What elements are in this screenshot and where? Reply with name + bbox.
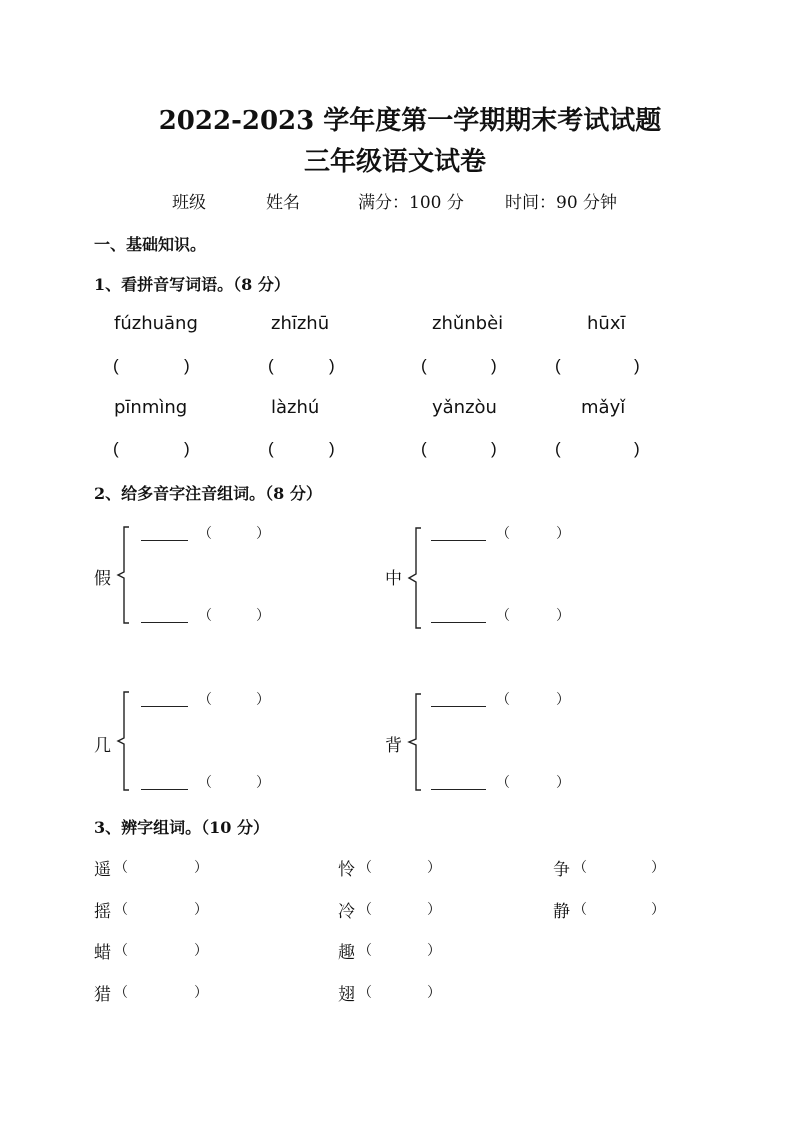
- question-3-label: 3、辨字组词。（10 分）: [94, 818, 269, 837]
- exam-subtitle: 三年级语文试卷: [303, 147, 486, 177]
- word-char: 摇: [94, 902, 111, 922]
- brace-icon: [404, 526, 424, 630]
- section-heading: 一、基础知识。: [94, 235, 207, 254]
- pinyin-item: zhǔnbèi: [432, 313, 504, 334]
- word-char: 翅: [338, 985, 355, 1005]
- paren-open: （: [114, 984, 128, 1000]
- paren-open: （: [114, 942, 128, 958]
- answer-blank: [431, 789, 486, 790]
- brace-icon: [115, 525, 135, 625]
- pinyin-paren-open: （: [198, 691, 212, 707]
- answer-paren-open: (: [268, 356, 274, 375]
- word-char: 趣: [338, 943, 355, 963]
- name-label: 姓名: [266, 193, 300, 213]
- word-char: 争: [553, 860, 570, 880]
- pinyin-paren-open: （: [198, 774, 212, 790]
- paren-open: （: [114, 859, 128, 875]
- pinyin-paren-close: ）: [256, 525, 270, 541]
- word-char: 猎: [94, 985, 111, 1005]
- polyphone-char: 几: [94, 736, 111, 756]
- paren-open: （: [358, 942, 372, 958]
- pinyin-paren-open: （: [496, 607, 510, 623]
- polyphone-char: 假: [94, 569, 111, 589]
- pinyin-paren-close: ）: [256, 607, 270, 623]
- answer-paren-open: (: [268, 439, 274, 458]
- answer-paren-open: (: [421, 439, 427, 458]
- paren-close: ）: [194, 984, 208, 1000]
- paren-close: ）: [427, 859, 441, 875]
- pinyin-item: zhīzhū: [271, 313, 330, 334]
- time-label: 时间：90 分钟: [505, 193, 618, 213]
- paren-close: ）: [651, 859, 665, 875]
- pinyin-paren-close: ）: [256, 691, 270, 707]
- word-char: 冷: [338, 902, 355, 922]
- brace-icon: [404, 692, 424, 792]
- pinyin-paren-open: （: [496, 691, 510, 707]
- pinyin-paren-close: ）: [556, 774, 570, 790]
- answer-blank: [431, 622, 486, 623]
- word-char: 怜: [338, 860, 355, 880]
- question-1-label: 1、看拼音写词语。（8 分）: [94, 275, 290, 294]
- polyphone-char: 背: [385, 736, 402, 756]
- pinyin-item: làzhú: [271, 397, 320, 418]
- pinyin-paren-open: （: [496, 774, 510, 790]
- answer-paren-close: ): [491, 356, 497, 375]
- answer-paren-close: ): [329, 356, 335, 375]
- paren-open: （: [114, 901, 128, 917]
- paren-open: （: [358, 984, 372, 1000]
- pinyin-item: pīnmìng: [114, 397, 188, 418]
- word-char: 蜡: [94, 943, 111, 963]
- answer-paren-close: ): [634, 356, 640, 375]
- exam-title: 2022-2023 学年度第一学期期末考试试题: [158, 106, 662, 136]
- answer-blank: [141, 789, 188, 790]
- paren-close: ）: [194, 942, 208, 958]
- brace-icon: [115, 690, 135, 792]
- answer-paren-close: ): [491, 439, 497, 458]
- pinyin-item: fúzhuāng: [114, 313, 198, 334]
- paren-close: ）: [427, 901, 441, 917]
- paren-open: （: [573, 901, 587, 917]
- pinyin-paren-close: ）: [556, 691, 570, 707]
- answer-paren-open: (: [113, 439, 119, 458]
- paren-close: ）: [427, 942, 441, 958]
- pinyin-paren-close: ）: [256, 774, 270, 790]
- answer-blank: [141, 622, 188, 623]
- answer-paren-open: (: [421, 356, 427, 375]
- answer-paren-close: ): [184, 356, 190, 375]
- answer-paren-close: ): [329, 439, 335, 458]
- answer-blank: [431, 706, 486, 707]
- pinyin-item: mǎyǐ: [581, 397, 626, 418]
- answer-paren-open: (: [555, 356, 561, 375]
- answer-paren-close: ): [184, 439, 190, 458]
- class-label: 班级: [172, 193, 206, 213]
- paren-close: ）: [427, 984, 441, 1000]
- paren-close: ）: [194, 859, 208, 875]
- paren-open: （: [358, 901, 372, 917]
- answer-paren-close: ): [634, 439, 640, 458]
- pinyin-paren-open: （: [198, 607, 212, 623]
- polyphone-char: 中: [385, 569, 402, 589]
- pinyin-paren-close: ）: [556, 525, 570, 541]
- word-char: 遥: [94, 860, 111, 880]
- pinyin-item: hūxī: [587, 313, 626, 334]
- paren-close: ）: [651, 901, 665, 917]
- answer-blank: [141, 540, 188, 541]
- pinyin-paren-open: （: [496, 525, 510, 541]
- pinyin-item: yǎnzòu: [432, 397, 497, 418]
- question-2-label: 2、给多音字注音组词。（8 分）: [94, 484, 322, 503]
- answer-paren-open: (: [555, 439, 561, 458]
- answer-blank: [431, 540, 486, 541]
- paren-open: （: [358, 859, 372, 875]
- pinyin-paren-close: ）: [556, 607, 570, 623]
- pinyin-paren-open: （: [198, 525, 212, 541]
- word-char: 静: [553, 902, 570, 922]
- paren-close: ）: [194, 901, 208, 917]
- score-label: 满分：100 分: [358, 193, 464, 213]
- paren-open: （: [573, 859, 587, 875]
- answer-blank: [141, 706, 188, 707]
- answer-paren-open: (: [113, 356, 119, 375]
